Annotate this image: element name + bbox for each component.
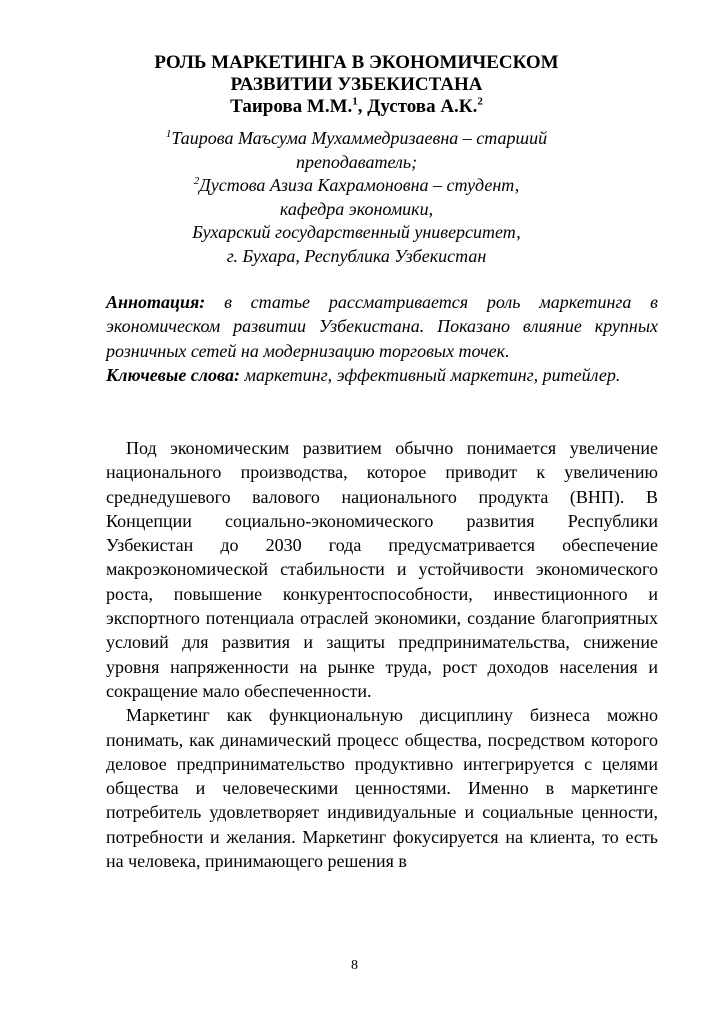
paragraph-1: Под экономическим развитием обычно понимается увеличение национального производства, которое приводит к увеличению среднедушевого валового национального продукта (ВНП). В Концепции социально-экономического развития Республики Узбекистан до 2030 года предусматривается обеспечение макроэкономической стабильности и устойчивости экономического роста, повышение конкурентоспособности, инвестиционного и экспортного потенциала отраслей экономики, создание благоприятных условий для развития и защиты предпринимательства, снижение уровня напряженности на рынке труда, рост доходов населения и сокращение мало обеспеченности. [106,438,658,701]
abstract-block [106,290,658,387]
author-list [100,96,613,118]
keywords-text: маркетинг, эффективный маркетинг, ритейлер. [244,364,621,385]
body-text [106,436,658,873]
keywords-label: Ключевые слова: [106,364,240,385]
affiliation-1-line-1: $^1$Таирова Маъсума Мухаммедризаевна – старший [165,128,548,148]
author-2-marker: 2 [477,95,483,108]
author-1-marker: 1 [352,95,358,108]
page-number: 8 [351,958,358,973]
abstract [106,290,658,363]
article-title [100,52,613,96]
title-line-2: РАЗВИТИИ УЗБЕКИСТАНА [230,74,483,95]
author-1-name: Таирова М.М. [230,96,353,117]
affiliation-2-marker: 2 [193,175,200,187]
affiliation-2-line-2: кафедра экономики, [279,198,434,219]
abstract-label: Аннотация: [106,292,206,312]
affiliations [130,127,583,268]
title-line-1: РОЛЬ МАРКЕТИНГА В ЭКОНОМИЧЕСКОМ [154,52,559,73]
paragraph-2: Маркетинг как функциональную дисциплину бизнеса можно понимать, как динамический процесс общества, посредством которого деловое предпринимательство продуктивно интегрируется с целями общества и человеческими ценностями. Именно в маркетинге потребитель удовлетворяет индивидуальные и социальные ценности, потребности и желания. Маркетинг фокусируется на клиента, то есть на человека, принимающего решения в [106,705,658,872]
university: Бухарский государственный университет, [192,222,521,242]
author-separator: , [357,96,368,117]
affiliation-1-marker: 1 [165,128,172,140]
keywords [106,363,658,387]
affiliation-1-line-2: преподаватель; [295,151,418,172]
abstract-text: в статье рассматривается роль маркетинга в экономическом развитии Узбекистана. Показано влияние крупных розничных сетей на модернизацию торговых точек. [106,292,658,361]
city: г. Бухара, Республика Узбекистан [226,245,487,266]
affiliation-2-line-1: $^2$Дустова Азиза Кахрамоновна – студент, [193,175,520,195]
author-2-name: Дустова А.К. [367,96,478,117]
